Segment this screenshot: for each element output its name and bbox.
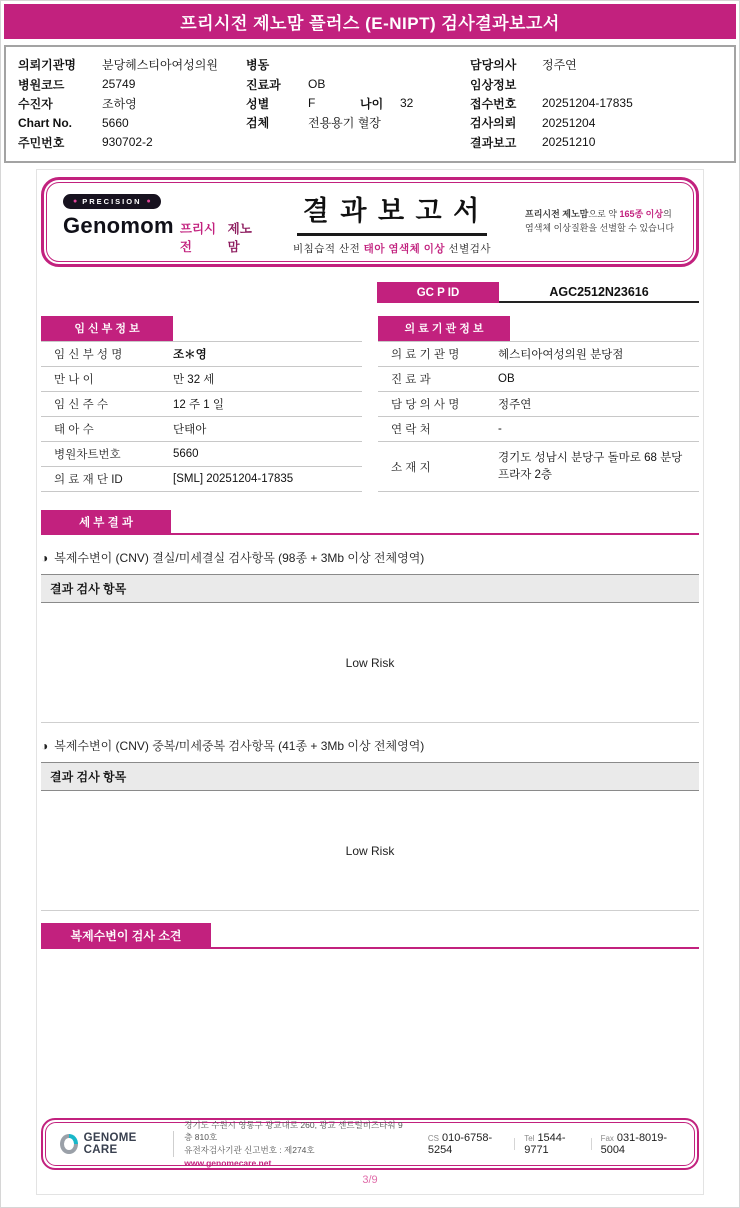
row-label: 진 료 과 <box>391 374 431 386</box>
info-value: 20251210 <box>542 135 596 150</box>
info-row <box>246 74 470 93</box>
tel-number: 1544-9771 <box>524 1132 566 1156</box>
row-label: 임 신 부 성 명 <box>54 349 123 361</box>
info-label: 접수번호 <box>470 96 517 111</box>
row-label: 담 당 의 사 명 <box>391 399 460 411</box>
table-row <box>41 342 362 367</box>
report-title: 결 과 보 고 서 <box>297 189 487 236</box>
info-label: 수진자 <box>18 96 53 111</box>
report-body <box>36 169 704 1195</box>
fax-number: 031-8019-5004 <box>600 1132 668 1156</box>
row-label: 의 료 기 관 명 <box>391 349 460 361</box>
info-label: 담당의사 <box>470 58 517 73</box>
gcpid-label: GC P ID <box>377 282 499 303</box>
footer-divider <box>173 1131 174 1157</box>
detail-result-section-header <box>41 510 699 535</box>
patient-info-col2 <box>246 55 470 152</box>
info-row <box>18 133 246 152</box>
clinic-table-body <box>378 341 699 492</box>
report-header-inner <box>46 182 694 262</box>
info-value: F <box>308 96 316 111</box>
footer-address-line1: 경기도 수원시 영통구 광교대로 260, 광교 센트럴비즈타워 9층 810호 <box>184 1119 403 1143</box>
header-note-line1 <box>525 208 677 222</box>
gcpid-value: AGC2512N23616 <box>499 282 699 303</box>
table-row <box>41 367 362 392</box>
table-row <box>41 417 362 442</box>
patient-info-col1 <box>18 55 246 152</box>
info-row <box>246 55 470 74</box>
header-note-line2: 염색체 이상질환을 선별할 수 있습니다 <box>525 223 675 233</box>
info-label: 검체 <box>246 116 270 131</box>
contact-divider <box>591 1138 592 1150</box>
info-row <box>246 94 470 113</box>
info-row <box>470 113 722 132</box>
cnv-duplication-column-header: 결과 검사 항목 <box>41 762 699 791</box>
row-label: 태 아 수 <box>54 424 94 436</box>
table-row <box>378 442 699 492</box>
info-value: 25749 <box>102 77 136 92</box>
row-label: 연 락 처 <box>391 424 431 436</box>
report-footer <box>41 1118 699 1170</box>
footer-website-link[interactable]: www.genomecare.net <box>184 1157 272 1168</box>
info-value: 32 <box>400 96 414 111</box>
table-row <box>378 417 699 442</box>
footer-cs <box>428 1132 506 1156</box>
row-value: 헤스티아여성의원 분당점 <box>498 349 624 361</box>
genome-care-logo-icon <box>60 1134 78 1154</box>
info-row <box>470 133 722 152</box>
maternal-table-header: 임 신 부 정 보 <box>41 316 173 341</box>
row-label: 의 료 재 단 ID <box>54 474 123 486</box>
cnv-deletion-column-header: 결과 검사 항목 <box>41 574 699 603</box>
clinic-info-table <box>378 316 699 492</box>
info-label: 검사의뢰 <box>470 116 517 131</box>
contact-divider <box>514 1138 515 1150</box>
info-row <box>470 74 722 93</box>
footer-tel <box>524 1132 582 1156</box>
cs-label: CS <box>427 1134 439 1143</box>
info-label: Chart No. <box>18 115 72 130</box>
row-value: - <box>498 423 502 435</box>
info-value: OB <box>308 77 326 92</box>
genomom-logo <box>63 190 259 255</box>
page-title-banner: 프리시전 제노맘 플러스 (E-NIPT) 검사결과보고서 <box>4 4 736 39</box>
dot-icon: ● <box>73 197 78 205</box>
section-divider <box>171 533 699 535</box>
section-divider <box>211 947 699 949</box>
cnv-deletion-result <box>41 603 699 723</box>
brand-name-kr2: 제노맘 <box>227 221 252 254</box>
precision-badge <box>63 194 161 209</box>
row-value: 12 주 1 일 <box>173 399 224 411</box>
patient-info-box <box>4 45 736 163</box>
footer-fax <box>601 1132 680 1156</box>
footer-box <box>41 1118 699 1170</box>
footer-address-line2: 유전자검사기관 신고번호 : 제274호 <box>184 1145 315 1155</box>
subtitle-text: 선별검사 <box>445 242 492 255</box>
info-label: 병동 <box>246 58 270 73</box>
info-row <box>18 94 246 113</box>
table-row <box>41 392 362 417</box>
footer-contacts <box>428 1132 680 1156</box>
row-value: 단태아 <box>173 424 207 436</box>
info-value: 조하영 <box>102 96 137 111</box>
cnv-deletion-title <box>41 549 699 566</box>
info-row <box>18 55 246 74</box>
info-tables <box>41 316 699 492</box>
info-label: 병원코드 <box>18 77 65 92</box>
cnv-opinion-tab: 복제수변이 검사 소견 <box>41 923 211 949</box>
table-row <box>41 467 362 492</box>
info-label: 나이 <box>360 96 384 111</box>
row-value: [SML] 20251204-17835 <box>173 473 294 485</box>
cnv-opinion-section-header <box>41 923 699 949</box>
page-number: 3/9 <box>362 1174 378 1186</box>
info-value: 정주연 <box>542 58 577 73</box>
cs-number: 010-6758-5254 <box>427 1132 493 1156</box>
header-note <box>525 208 677 236</box>
table-row <box>41 442 362 467</box>
info-row <box>246 113 470 132</box>
info-label: 진료과 <box>246 77 281 92</box>
brand-line <box>63 213 259 255</box>
genome-care-logo <box>60 1132 163 1156</box>
row-label: 병원차트번호 <box>54 449 121 461</box>
info-row <box>470 94 722 113</box>
report-subtitle <box>259 241 525 256</box>
detail-result-tab: 세 부 결 과 <box>41 510 171 535</box>
note-text: 의 <box>663 209 672 220</box>
brand-name-kr: 프리시전 <box>179 221 217 254</box>
info-value: 분당헤스티아여성의원 <box>102 58 218 73</box>
row-value: 만 32 세 <box>173 374 215 386</box>
note-highlight: 165종 이상 <box>619 209 664 220</box>
note-text: 으로 약 <box>588 209 620 220</box>
tel-label: Tel <box>524 1134 535 1143</box>
row-value: 정주연 <box>498 399 532 411</box>
row-label: 임 신 주 수 <box>54 399 109 411</box>
info-value: 전용용기 혈장 <box>308 116 381 131</box>
table-row <box>378 367 699 392</box>
info-label: 결과보고 <box>470 135 517 150</box>
info-row <box>18 113 246 132</box>
risk-result-text: Low Risk <box>345 655 395 670</box>
dot-icon: ● <box>146 197 151 205</box>
row-label: 만 나 이 <box>54 374 94 386</box>
maternal-info-table <box>41 316 362 492</box>
precision-badge-label: PRECISION <box>82 196 142 206</box>
row-value: 조＊영 <box>173 349 207 361</box>
cnv-duplication-title-text: 복제수변이 (CNV) 중복/미세중복 검사항목 (41종 + 3Mb 이상 전체영역) <box>54 739 425 753</box>
info-label: 주민번호 <box>18 135 65 150</box>
info-value: 5660 <box>102 115 129 130</box>
table-row <box>378 342 699 367</box>
gcpid-row <box>41 282 699 303</box>
clinic-table-header: 의 료 기 관 정 보 <box>378 316 510 341</box>
subtitle-highlight: 태아 염색체 이상 <box>363 242 446 255</box>
row-label: 소 재 지 <box>391 461 431 474</box>
cnv-duplication-result <box>41 791 699 911</box>
subtitle-text: 비침습적 산전 <box>292 242 364 255</box>
info-label: 임상정보 <box>470 77 517 92</box>
report-title-block <box>259 189 525 256</box>
row-value: 5660 <box>173 448 199 460</box>
fax-label: Fax <box>600 1134 614 1143</box>
brand-name: Genomom <box>63 212 174 238</box>
info-row <box>470 55 722 74</box>
half-circle-icon: ◑ <box>41 738 49 753</box>
info-label: 성별 <box>246 96 270 111</box>
info-value: 20251204 <box>542 115 596 130</box>
info-value: 20251204-17835 <box>542 96 633 111</box>
genome-care-logo-text: GENOME CARE <box>83 1132 137 1156</box>
maternal-table-body <box>41 341 362 492</box>
cnv-duplication-title <box>41 737 699 754</box>
cnv-deletion-title-text: 복제수변이 (CNV) 결실/미세결실 검사항목 (98종 + 3Mb 이상 전체영역) <box>54 551 425 565</box>
info-label: 의뢰기관명 <box>18 58 76 73</box>
risk-result-text: Low Risk <box>345 843 395 858</box>
patient-info-col3 <box>470 55 722 152</box>
info-row <box>18 74 246 93</box>
table-row <box>378 392 699 417</box>
info-value: 930702-2 <box>102 135 153 150</box>
row-value: 경기도 성남시 분당구 돌마로 68 분당 프라자 2층 <box>498 452 683 481</box>
half-circle-icon: ◑ <box>41 550 49 565</box>
note-brand: 프리시전 제노맘 <box>525 209 589 220</box>
footer-address <box>184 1119 408 1170</box>
report-header-box <box>41 177 699 267</box>
row-value: OB <box>498 373 515 385</box>
footer-inner <box>45 1119 695 1168</box>
